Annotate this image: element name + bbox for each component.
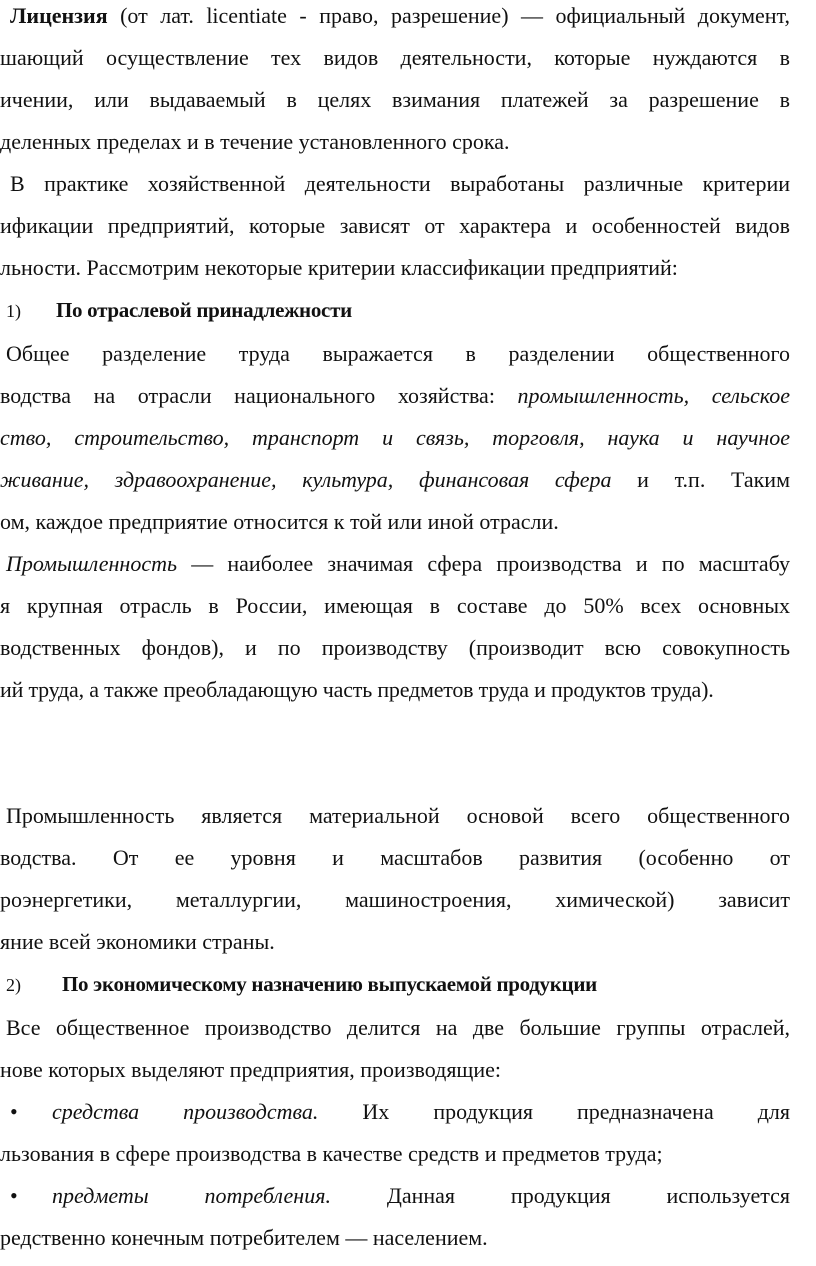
italic-span: средства производства.: [52, 1099, 319, 1124]
bullet-marker: •: [10, 1183, 18, 1208]
text-line: водственных фондов), и по производству (производит всю совокупность: [0, 635, 790, 660]
section-heading: По экономическому назначению выпускаемой продукции: [62, 972, 597, 996]
text-line: [0, 382, 790, 410]
section-number: 2): [6, 975, 21, 995]
text-line: нове которых выделяют предприятия, производящие:: [0, 1057, 502, 1082]
text-line: ификации предприятий, которые зависят от характера и особенностей видов: [0, 213, 790, 238]
section-number: 1): [6, 301, 21, 321]
text-line: [6, 550, 790, 578]
text-line: деленных пределах и в течение установленного срока.: [0, 129, 510, 154]
text-line: ий труда, а также преобладающую часть предметов труда и продуктов труда).: [0, 677, 714, 702]
italic-span: Промышленность: [6, 551, 177, 576]
text-line: роэнергетики, металлургии, машиностроения, химической) зависит: [0, 887, 790, 912]
text-line: шающий осуществление тех видов деятельности, которые нуждаются в: [0, 45, 790, 70]
italic-span: предметы потребления.: [52, 1183, 331, 1208]
text-span: — наиболее значимая сфера производства и по масштабу: [191, 551, 791, 576]
text-line: Промышленность является материальной основой всего общественного: [6, 803, 790, 828]
text-line: [10, 2, 790, 30]
text-span: и т.п. Таким: [637, 467, 791, 492]
text-span: Данная продукция используется: [386, 1183, 790, 1208]
text-line: ом, каждое предприятие относится к той или иной отрасли.: [0, 509, 559, 534]
italic-span: живание, здравоохранение, культура, финансовая сфера: [0, 467, 612, 492]
text-span: Их продукция предназначена для: [362, 1099, 791, 1124]
text-span: водства на отрасли национального хозяйства:: [0, 383, 495, 408]
text-line: ство, строительство, транспорт и связь, торговля, наука и научное: [0, 425, 790, 450]
text-line: льности. Рассмотрим некоторые критерии классификации предприятий:: [0, 255, 678, 280]
text-line: ичении, или выдаваемый в целях взимания платежей за разрешение в: [0, 87, 790, 112]
section-heading: По отраслевой принадлежности: [56, 298, 352, 322]
list-item: [52, 1182, 790, 1210]
term-bold: Лицензия: [10, 3, 108, 28]
text-span: (от лат. licentiate - право, разрешение) — официальный документ,: [120, 3, 790, 28]
text-line: я крупная отрасль в России, имеющая в составе до 50% всех основных: [0, 593, 790, 618]
text-line: Все общественное производство делится на две большие группы отраслей,: [6, 1015, 790, 1040]
text-line: Общее разделение труда выражается в разделении общественного: [6, 341, 790, 366]
text-line: льзования в сфере производства в качестве средств и предметов труда;: [0, 1141, 663, 1166]
text-line: яние всей экономики страны.: [0, 929, 275, 954]
italic-span: промышленность, сельское: [517, 383, 790, 408]
text-line: [0, 466, 790, 494]
list-item: [52, 1098, 790, 1126]
text-line: редственно конечным потребителем — населением.: [0, 1225, 488, 1250]
bullet-marker: •: [10, 1099, 18, 1124]
text-line: водства. От ее уровня и масштабов развития (особенно от: [0, 845, 790, 870]
text-line: В практике хозяйственной деятельности выработаны различные критерии: [10, 171, 790, 196]
